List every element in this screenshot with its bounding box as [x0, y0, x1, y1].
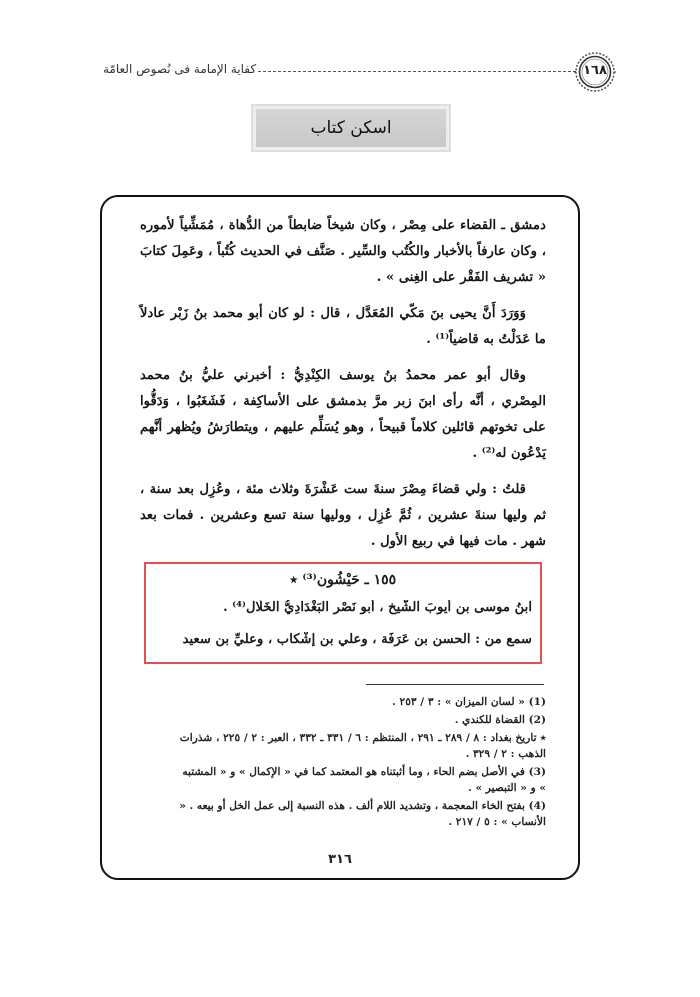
header-dotted-rule [258, 71, 576, 72]
footnote: (2) القضاة للكندي . [454, 714, 546, 726]
scan-book-label: اسكن كتاب [256, 109, 446, 147]
entry-line-1: ابنُ موسى بن أيوبَ الشَّيخ ، أبو نَصْر البَغْدَادِيُّ الخَلَّال⁽⁴⁾ . [223, 600, 532, 615]
footnote: ٭ تاريخ بغداد : ٨ / ٢٨٩ ـ ٢٩١ ، المنتظم : ٦ / ٣٣١ ـ ٣٣٢ ، العبر : ٢ / ٢٢٥ ، شذرات الذهب : ٢ / ٣٢٩ . [179, 732, 546, 760]
footnote-rule [366, 684, 544, 685]
footnote: (1) « لسان الميزان » : ٣ / ٢٥٣ . [392, 696, 546, 708]
page-number: ١٦٨ [583, 63, 607, 78]
highlighted-entry-box [144, 562, 542, 664]
page-number-badge [574, 51, 616, 93]
footnote: (3) في الأصل بضم الحاء ، وما أثبتناه هو المعتمد كما في « الإكمال » و « المشتبه » و « التبصير » . [182, 766, 546, 794]
entry-heading: ١٥٥ ـ حَيْشُون⁽³⁾ ٭ [289, 572, 397, 588]
footnotes [174, 694, 546, 832]
footnote: (4) بفتح الخاء المعجمة ، وتشديد اللام ألف . هذه النسبة إلى عمل الخل أو بيعه . « الأنساب » : ٥ / ٢١٧ . [179, 800, 546, 828]
scanned-page-frame [100, 195, 580, 880]
scan-folio-number: ٣١٦ [328, 852, 352, 867]
paragraph: قلتُ : ولي قضاءَ مِصْرَ سنةَ ست عَشْرَةَ وثلاث مئة ، وعُزِل بعد سنة ، ثم وليها سنةَ عشرين ، ثُمَّ عُزِل ، ووليها سنة تسع وعشرين . فمات بعد شهر . مات فيها في ربيع الأول . [140, 482, 546, 549]
paragraph: دمشق ـ القضاء على مِصْر ، وكان شيخاً ضابطاً من الدُّهاة ، مُمَشِّياً لأموره ، وكان عارفاً بالأخبار والكُتُب والسِّير . صَنَّف في الحديث كُتُباً ، وعَمِلَ كتابَ « تشريف الفَقْر على الغِنى » . [140, 218, 546, 285]
page-header [0, 50, 700, 94]
entry-line-2: سمع من : الحسنِ بن عَرَفَة ، وعلي بن إشْكاب ، وعليِّ بنِ سعيد [182, 632, 532, 647]
running-title: كفاية الإمامة فى نُصوص العامّة [103, 62, 257, 76]
scan-body-text [140, 213, 546, 565]
paragraph: وقال أبو عمر محمدُ بنُ يوسف الكِنْدِيُّ : أخبرني عليُّ بنُ محمد المِصْري ، أنَّه رأى ابنَ زبر مرَّ بدمشق على الأساكِفة ، فَشَغَبُوا ، وَدَقُّوا على تخوتهم قائلين كلاماً قبيحاً ، وهو يُسَلِّم عليهم ، ويتطارَشُ ويُظهر أنَّهم يَدْعُون له⁽²⁾ . [140, 368, 546, 461]
paragraph: وَوَرَدَ أَنَّ يحيى بنَ مَكّي المُعَدَّل ، قال : لو كان أبو محمد بنُ زَبْر عادلاً ما عَدَلْتُ به قاضياً⁽¹⁾ . [140, 306, 546, 347]
